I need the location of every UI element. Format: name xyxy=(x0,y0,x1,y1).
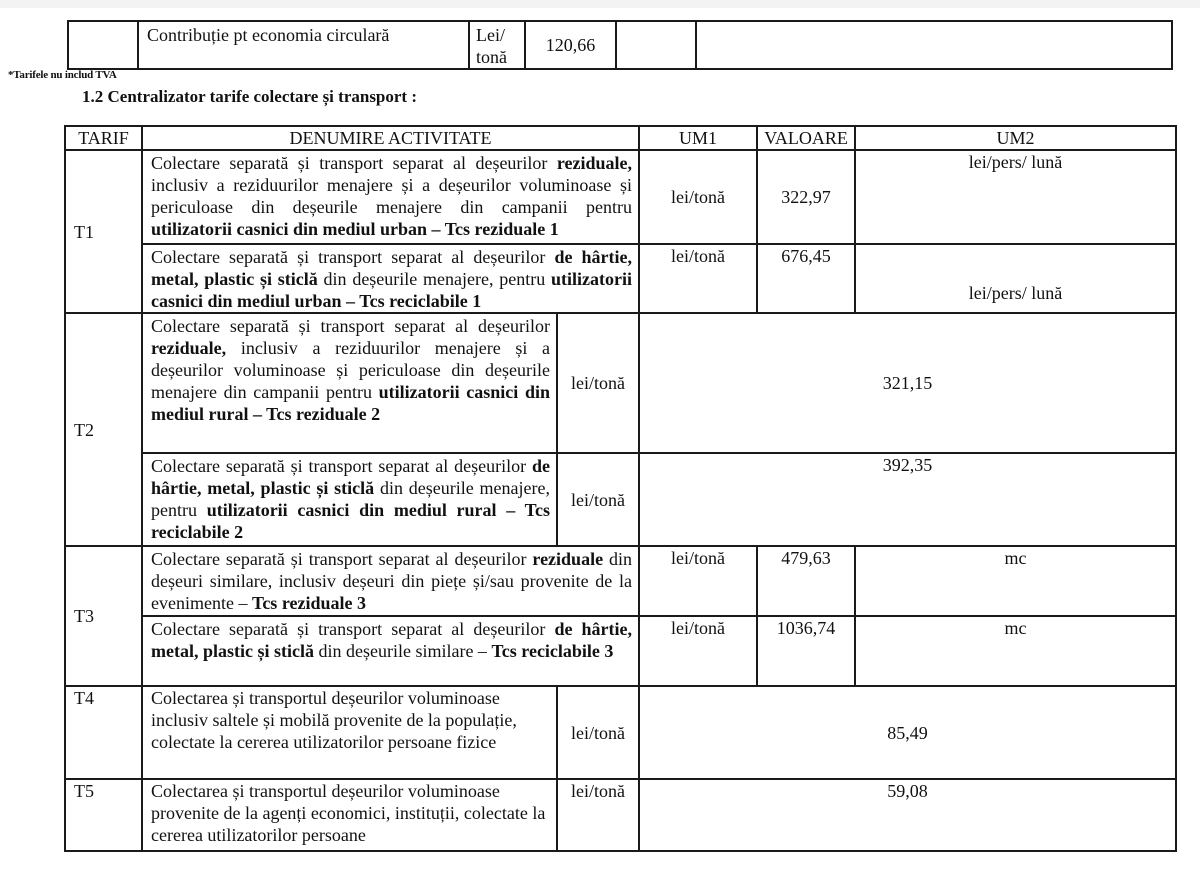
circular-economy-table xyxy=(67,20,1173,70)
um-cell: lei/tonă xyxy=(557,313,639,453)
um1-cell: lei/tonă xyxy=(639,546,757,616)
value-cell: 321,15 xyxy=(639,313,1176,453)
empty-cell xyxy=(696,21,1172,69)
um-cell: lei/tonă xyxy=(557,779,639,851)
circular-economy-unit: Lei/ tonă xyxy=(469,21,525,69)
activity-description: Colectarea și transportul deșeurilor voluminoase provenite de la agenți economici, instituții, colectate la cererea utilizatorilor persoane xyxy=(142,779,557,851)
activity-description: Colectare separată și transport separat al deșeurilor de hârtie, metal, plastic și sticlă din deșeurile menajere, pentru utilizatorii casnici din mediul urban – Tcs reciclabile 1 xyxy=(142,244,639,313)
value1-cell: 676,45 xyxy=(757,244,855,313)
tarif-code: T5 xyxy=(65,779,142,851)
um-cell: lei/tonă xyxy=(557,686,639,779)
value-cell: 85,49 xyxy=(639,686,1176,779)
table-row xyxy=(65,686,1176,779)
table-row xyxy=(65,244,1176,313)
table-row xyxy=(65,546,1176,616)
table-row xyxy=(65,150,1176,244)
value1-cell: 1036,74 xyxy=(757,616,855,686)
header-denumire: DENUMIRE ACTIVITATE xyxy=(142,126,639,150)
circular-economy-label: Contribuție pt economia circulară xyxy=(138,21,469,69)
activity-description: Colectare separată și transport separat al deșeurilor de hârtie, metal, plastic și sticlă din deșeurile menajere, pentru utilizatorii casnici din mediul rural – Tcs reciclabile 2 xyxy=(142,453,557,546)
value-cell: 392,35 xyxy=(639,453,1176,546)
tarif-code: T2 xyxy=(65,313,142,546)
empty-cell xyxy=(68,21,138,69)
table-row xyxy=(65,313,1176,453)
header-valoare1: VALOARE xyxy=(757,126,855,150)
activity-description: Colectarea și transportul deșeurilor voluminoase inclusiv saltele și mobilă provenite de la populație, colectate la cererea utilizatorilor persoane fizice xyxy=(142,686,557,779)
um1-cell: lei/tonă xyxy=(639,244,757,313)
value-cell: 59,08 xyxy=(639,779,1176,851)
circular-economy-row xyxy=(68,21,1172,69)
um2-cell: mc xyxy=(855,616,1176,686)
um2-cell: mc xyxy=(855,546,1176,616)
header-row xyxy=(65,126,1176,150)
um2-cell: lei/pers/ lună xyxy=(855,150,1176,244)
activity-description: Colectare separată și transport separat al deșeurilor reziduale, inclusiv a reziduurilor menajere și a deșeurilor voluminoase și periculoase din deșeurile menajere din campanii pentru utilizatorii casnici din mediul rural – Tcs reziduale 2 xyxy=(142,313,557,453)
header-tarif: TARIF xyxy=(65,126,142,150)
tariff-table xyxy=(64,125,1177,852)
page-top-strip xyxy=(0,0,1200,8)
activity-description: Colectare separată și transport separat al deșeurilor reziduale din deșeuri similare, inclusiv deșeuri din piețe și/sau provenite de la evenimente – Tcs reziduale 3 xyxy=(142,546,639,616)
tarif-code: T1 xyxy=(65,150,142,313)
header-um1: UM1 xyxy=(639,126,757,150)
activity-description: Colectare separată și transport separat al deșeurilor de hârtie, metal, plastic și sticlă din deșeurile similare – Tcs reciclabile 3 xyxy=(142,616,639,686)
um1-cell: lei/tonă xyxy=(639,616,757,686)
vat-note: *Tarifele nu includ TVA xyxy=(8,69,117,81)
table-row xyxy=(65,453,1176,546)
empty-cell xyxy=(616,21,696,69)
um1-cell: lei/tonă xyxy=(639,150,757,244)
table-row xyxy=(65,779,1176,851)
value1-cell: 479,63 xyxy=(757,546,855,616)
activity-description: Colectare separată și transport separat al deșeurilor reziduale, inclusiv a reziduurilor menajere și a deșeurilor voluminoase și periculoase din deșeurile menajere din campanii pentru utilizatorii casnici din mediul urban – Tcs reziduale 1 xyxy=(142,150,639,244)
value1-cell: 322,97 xyxy=(757,150,855,244)
tarif-code: T3 xyxy=(65,546,142,686)
tarif-code: T4 xyxy=(65,686,142,779)
section-title: 1.2 Centralizator tarife colectare și transport : xyxy=(82,87,418,106)
header-um2: UM2 xyxy=(855,126,1176,150)
table-row xyxy=(65,616,1176,686)
circular-economy-value: 120,66 xyxy=(525,21,616,69)
um-cell: lei/tonă xyxy=(557,453,639,546)
um2-cell: lei/pers/ lună xyxy=(855,244,1176,313)
